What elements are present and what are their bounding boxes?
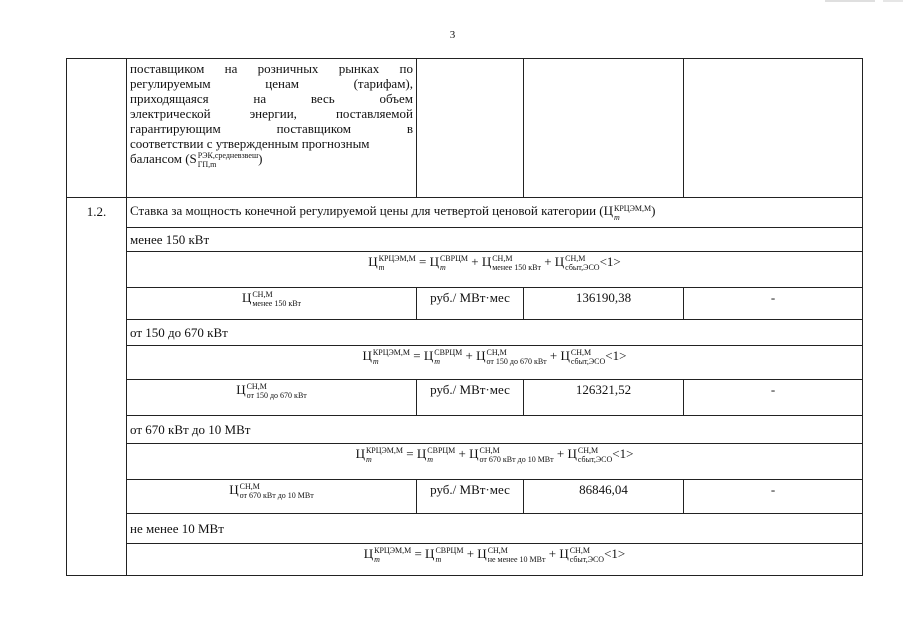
group-label: от 150 до 670 кВт — [127, 320, 863, 346]
group-label: не менее 10 МВт — [127, 514, 863, 544]
param-symbol: Ц СН,М менее 150 кВт — [127, 288, 417, 320]
description-cell: поставщиком на розничных рынках по регулируемым ценам (тарифам), приходящаяся на весь объем электрической энергии, поставляемой гарантирующим поставщиком в соответствии с утвержденным прогнозным балансом (S РЭК,средневзвеш ГП,m ) — [127, 59, 417, 198]
param-row — [67, 288, 863, 320]
group-label-row — [67, 514, 863, 544]
param-extra: - — [684, 288, 863, 320]
group-label-row — [67, 416, 863, 444]
page-number: 3 — [449, 29, 456, 41]
formula-row — [67, 346, 863, 380]
formula-row — [67, 252, 863, 288]
value-cell-empty — [524, 59, 684, 198]
group-label-row — [67, 228, 863, 252]
param-extra: - — [684, 480, 863, 514]
formula: Ц КРЦЭМ,М m = Ц СВРЦМ m + Ц СН,М от 150 до 670 кВт + Ц СН,М сбыт,ЭСО <1> — [127, 346, 863, 380]
param-row — [67, 480, 863, 514]
unit-cell-empty — [417, 59, 524, 198]
param-row — [67, 380, 863, 416]
continuation-row — [67, 59, 863, 198]
param-value: 136190,38 — [524, 288, 684, 320]
param-symbol: Ц СН,М от 670 кВт до 10 МВт — [127, 480, 417, 514]
param-symbol: Ц СН,М от 150 до 670 кВт — [127, 380, 417, 416]
param-value: 126321,52 — [524, 380, 684, 416]
group-label-row — [67, 320, 863, 346]
formula-row — [67, 544, 863, 576]
param-value: 86846,04 — [524, 480, 684, 514]
tariff-table — [66, 58, 863, 576]
section-title-row — [67, 198, 863, 228]
section-title: Ставка за мощность конечной регулируемой цены для четвертой ценовой категории (Ц КРЦЭМ,М m ) — [127, 198, 863, 228]
param-unit: руб./ МВт·мес — [417, 380, 524, 416]
formula-row — [67, 444, 863, 480]
param-unit: руб./ МВт·мес — [417, 480, 524, 514]
param-extra: - — [684, 380, 863, 416]
formula: Ц КРЦЭМ,М m = Ц СВРЦМ m + Ц СН,М от 670 кВт до 10 МВт + Ц СН,М сбыт,ЭСО <1> — [127, 444, 863, 480]
formula: Ц КРЦЭМ,М m = Ц СВРЦМ m + Ц СН,М не менее 10 МВт + Ц СН,М сбыт,ЭСО <1> — [127, 544, 863, 576]
group-label: менее 150 кВт — [127, 228, 863, 252]
param-unit: руб./ МВт·мес — [417, 288, 524, 320]
formula: Ц КРЦЭМ,М m = Ц СВРЦМ m + Ц СН,М менее 150 кВт + Ц СН,М сбыт,ЭСО <1> — [127, 252, 863, 288]
number-cell-empty — [67, 59, 127, 198]
group-label: от 670 кВт до 10 МВт — [127, 416, 863, 444]
extra-cell-empty — [684, 59, 863, 198]
section-number: 1.2. — [67, 198, 127, 576]
scan-corner-mark — [815, 0, 905, 8]
